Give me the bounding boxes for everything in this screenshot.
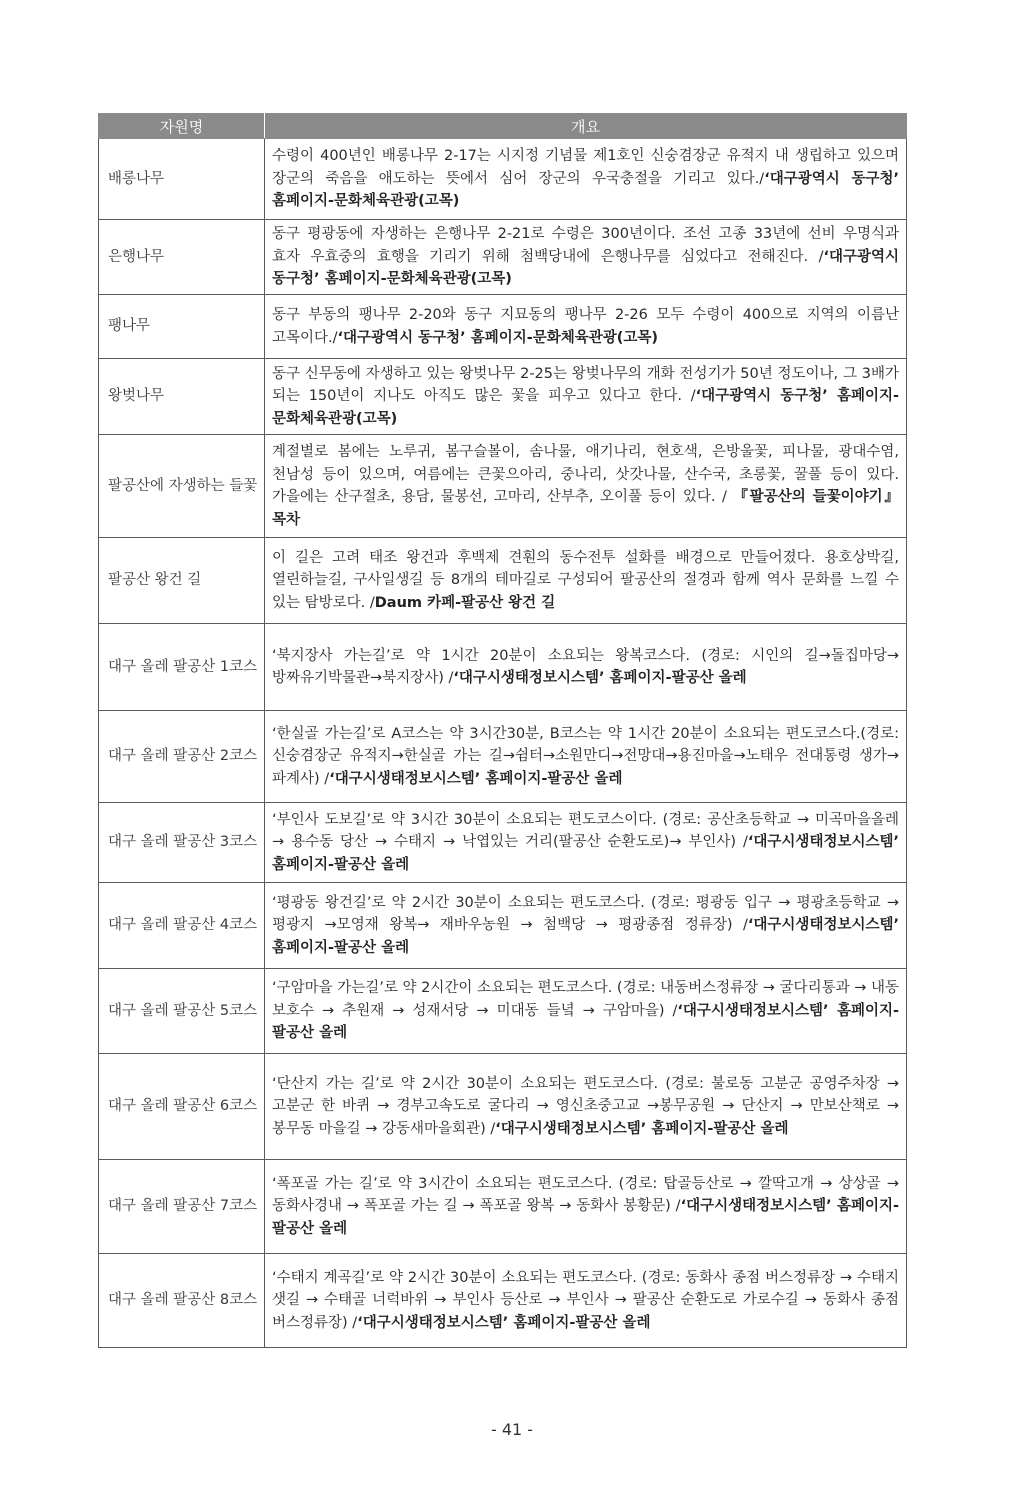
summary-text: ‘단산지 가는 길’로 약 2시간 30분이 소요되는 편도코스다. (경로: 불로동 고분군 공영주차장 → 고분군 한 바퀴 → 경부고속도로 굴다리 → 영신초중고교 →봉무공원 → 단산지 → 만보산책로 → 봉무동 마을길 → 강동새마을회관) /	[272, 1075, 899, 1137]
resource-name: 대구 올레 팔공산 1코스	[99, 624, 265, 711]
resource-name: 대구 올레 팔공산 6코스	[99, 1054, 265, 1160]
summary-source: ‘대구광역시 동구청’ 홈페이지-문화체육관광(고목)	[272, 170, 900, 210]
summary-text: ‘구암마을 가는길’로 약 2시간이 소요되는 편도코스다. (경로: 내동버스정류장 → 굴다리통과 → 내동 보호수 → 추원재 → 성재서당 → 미대동 들녘 → 구암마을) /	[272, 980, 899, 1019]
summary-text: 동구 평광동에 자생하는 은행나무 2-21로 수령은 300년이다. 조선 고종 33년에 선비 우명식과 효자 우효중의 효행을 기리기 위해 첨백당내에 은행나무를 심었다고 전해진다. /	[272, 226, 899, 265]
resource-summary	[265, 624, 907, 711]
table-row	[99, 711, 907, 803]
resource-summary	[265, 538, 907, 624]
summary-source: ‘대구시생태정보시스템’ 홈페이지-팔공산 올레	[329, 770, 623, 787]
summary-text: ‘부인사 도보길’로 약 3시간 30분이 소요되는 편도코스이다. (경로: 공산초등학교 → 미곡마을올레 → 용수동 당산 → 수태지 → 낙엽있는 거리(팔공산 순환도로)→ 부인사) /	[272, 811, 899, 851]
summary-source: ‘대구시생태정보시스템’ 홈페이지-팔공산 올레	[495, 1120, 789, 1137]
resource-name: 대구 올레 팔공산 3코스	[99, 803, 265, 883]
summary-source: 『팔공산의 들꽃이야기』 목차	[272, 489, 899, 528]
summary-text: ‘수태지 계곡길’로 약 2시간 30분이 소요되는 편도코스다. (경로: 동화사 종점 버스정류장 → 수태지 샛길 → 수태골 너럭바위 → 부인사 등산로 → 부인사 → 팔공산 순환도로 가로수길 → 동화사 종점 버스정류장) /	[272, 1269, 899, 1331]
table-header-row	[99, 114, 907, 139]
summary-text: ‘폭포골 가는 길’로 약 3시간이 소요되는 편도코스다. (경로: 탑골등산로 → 깔딱고개 → 상상골 → 동화사경내 → 폭포골 가는 길 → 폭포골 왕복 → 동화사 봉황문) /	[272, 1175, 899, 1215]
header-resource-name: 자원명	[99, 114, 265, 139]
table-row	[99, 1054, 907, 1160]
summary-source: ‘대구광역시 동구청’ 홈페이지-문화체육관광(고목)	[272, 388, 899, 427]
summary-text: ‘북지장사 가는길’로 약 1시간 20분이 소요되는 왕복코스다. (경로: 시인의 길→돌집마당→방짜유기박물관→북지장사) /	[272, 647, 899, 686]
summary-text: ‘평광동 왕건길’로 약 2시간 30분이 소요되는 편도코스다. (경로: 평광동 입구 → 평광초등학교 → 평광지 →모영재 왕복→ 재바우농원 → 첨백당 → 평광종점 정류장) /	[272, 894, 899, 934]
summary-source: ‘대구광역시 동구청’ 홈페이지-문화체육관광(고목)	[337, 329, 659, 346]
table-row	[99, 1254, 907, 1348]
table-row	[99, 139, 907, 220]
resource-name: 배롱나무	[99, 139, 265, 220]
page-number: - 41 -	[490, 1420, 534, 1439]
summary-source: Daum 카페-팔공산 왕건 길	[374, 594, 556, 611]
resource-name: 팔공산에 자생하는 들꽃	[99, 435, 265, 538]
resource-summary	[265, 1254, 907, 1348]
summary-text: 계절별로 봄에는 노루귀, 봄구슬볼이, 솜나물, 애기나리, 현호색, 은방울꽃, 피나물, 광대수염, 천남성 등이 있으며, 여름에는 큰꽃으아리, 중나리, 삿갓나물, 산수국, 초롱꽃, 꿀풀 등이 있다. 가을에는 산구절초, 용담, 물봉선, 고마리, 산부추, 오이풀 등이 있다. /	[272, 444, 899, 505]
table-row	[99, 883, 907, 969]
resource-summary	[265, 1160, 907, 1254]
table-row	[99, 1160, 907, 1254]
table-row	[99, 803, 907, 883]
summary-text: 이 길은 고려 태조 왕건과 후백제 견훤의 동수전투 설화를 배경으로 만들어졌다. 용호상박길, 열린하늘길, 구사일생길 등 8개의 테마길로 구성되어 팔공산의 절경과 함께 역사 문화를 느낄 수 있는 탐방로다. /	[272, 549, 899, 611]
table-row	[99, 295, 907, 359]
summary-text: 수령이 400년인 배롱나무 2-17는 시지정 기념물 제1호인 신숭겸장군 유적지 내 생립하고 있으며 장군의 죽음을 애도하는 뜻에서 심어 장군의 우국충절을 기리고 있다./	[272, 148, 899, 187]
summary-source: ‘대구시생태정보시스템’ 홈페이지-팔공산 올레	[272, 834, 899, 873]
table-row	[99, 538, 907, 624]
resource-summary	[265, 711, 907, 803]
summary-source: ‘대구시생태정보시스템’ 홈페이지-팔공산 올레	[272, 917, 899, 956]
summary-source: ‘대구시생태정보시스템’ 홈페이지-팔공산 올레	[453, 670, 747, 686]
resource-name: 대구 올레 팔공산 5코스	[99, 969, 265, 1054]
resource-summary	[265, 883, 907, 969]
summary-text: 동구 신무동에 자생하고 있는 왕벚나무 2-25는 왕벚나무의 개화 전성기가 50년 정도이나, 그 3배가 되는 150년이 지나도 아직도 많은 꽃을 피우고 있다고 한다. /	[272, 365, 899, 405]
resource-name: 팔공산 왕건 길	[99, 538, 265, 624]
summary-text: 동구 부동의 팽나무 2-20와 동구 지묘동의 팽나무 2-26 모두 수령이 400으로 지역의 이름난 고목이다./	[272, 307, 899, 346]
table-row	[99, 359, 907, 435]
resource-summary	[265, 435, 907, 538]
resource-name: 대구 올레 팔공산 2코스	[99, 711, 265, 803]
resource-summary	[265, 969, 907, 1054]
resource-name: 팽나무	[99, 295, 265, 359]
summary-source: ‘대구광역시 동구청’ 홈페이지-문화체육관광(고목)	[272, 248, 899, 288]
resource-name: 은행나무	[99, 220, 265, 295]
table-row	[99, 220, 907, 295]
summary-source: ‘대구시생태정보시스템’ 홈페이지-팔공산 올레	[357, 1314, 651, 1331]
summary-text: ‘한실골 가는길’로 A코스는 약 3시간30분, B코스는 약 1시간 20분이 소요되는 편도코스다.(경로: 신숭겸장군 유적지→한실골 가는 길→쉼터→소원만디→전망대→용진마을→노태우 전대통령 생가→파계사) /	[272, 725, 899, 787]
table-row	[99, 624, 907, 711]
resource-name: 대구 올레 팔공산 8코스	[99, 1254, 265, 1348]
resource-summary	[265, 220, 907, 295]
table-body	[99, 139, 907, 1348]
summary-source: ‘대구시생태정보시스템’ 홈페이지-팔공산 올레	[272, 1002, 899, 1042]
table-row	[99, 435, 907, 538]
summary-source: ‘대구시생태정보시스템’ 홈페이지-팔공산 올레	[272, 1198, 900, 1237]
resource-name: 대구 올레 팔공산 4코스	[99, 883, 265, 969]
resource-summary	[265, 359, 907, 435]
table-row	[99, 969, 907, 1054]
header-summary: 개요	[265, 114, 907, 139]
resource-summary	[265, 1054, 907, 1160]
resource-summary	[265, 139, 907, 220]
resource-table	[98, 113, 907, 1348]
resource-name: 대구 올레 팔공산 7코스	[99, 1160, 265, 1254]
resource-summary	[265, 803, 907, 883]
resource-summary	[265, 295, 907, 359]
resource-name: 왕벚나무	[99, 359, 265, 435]
